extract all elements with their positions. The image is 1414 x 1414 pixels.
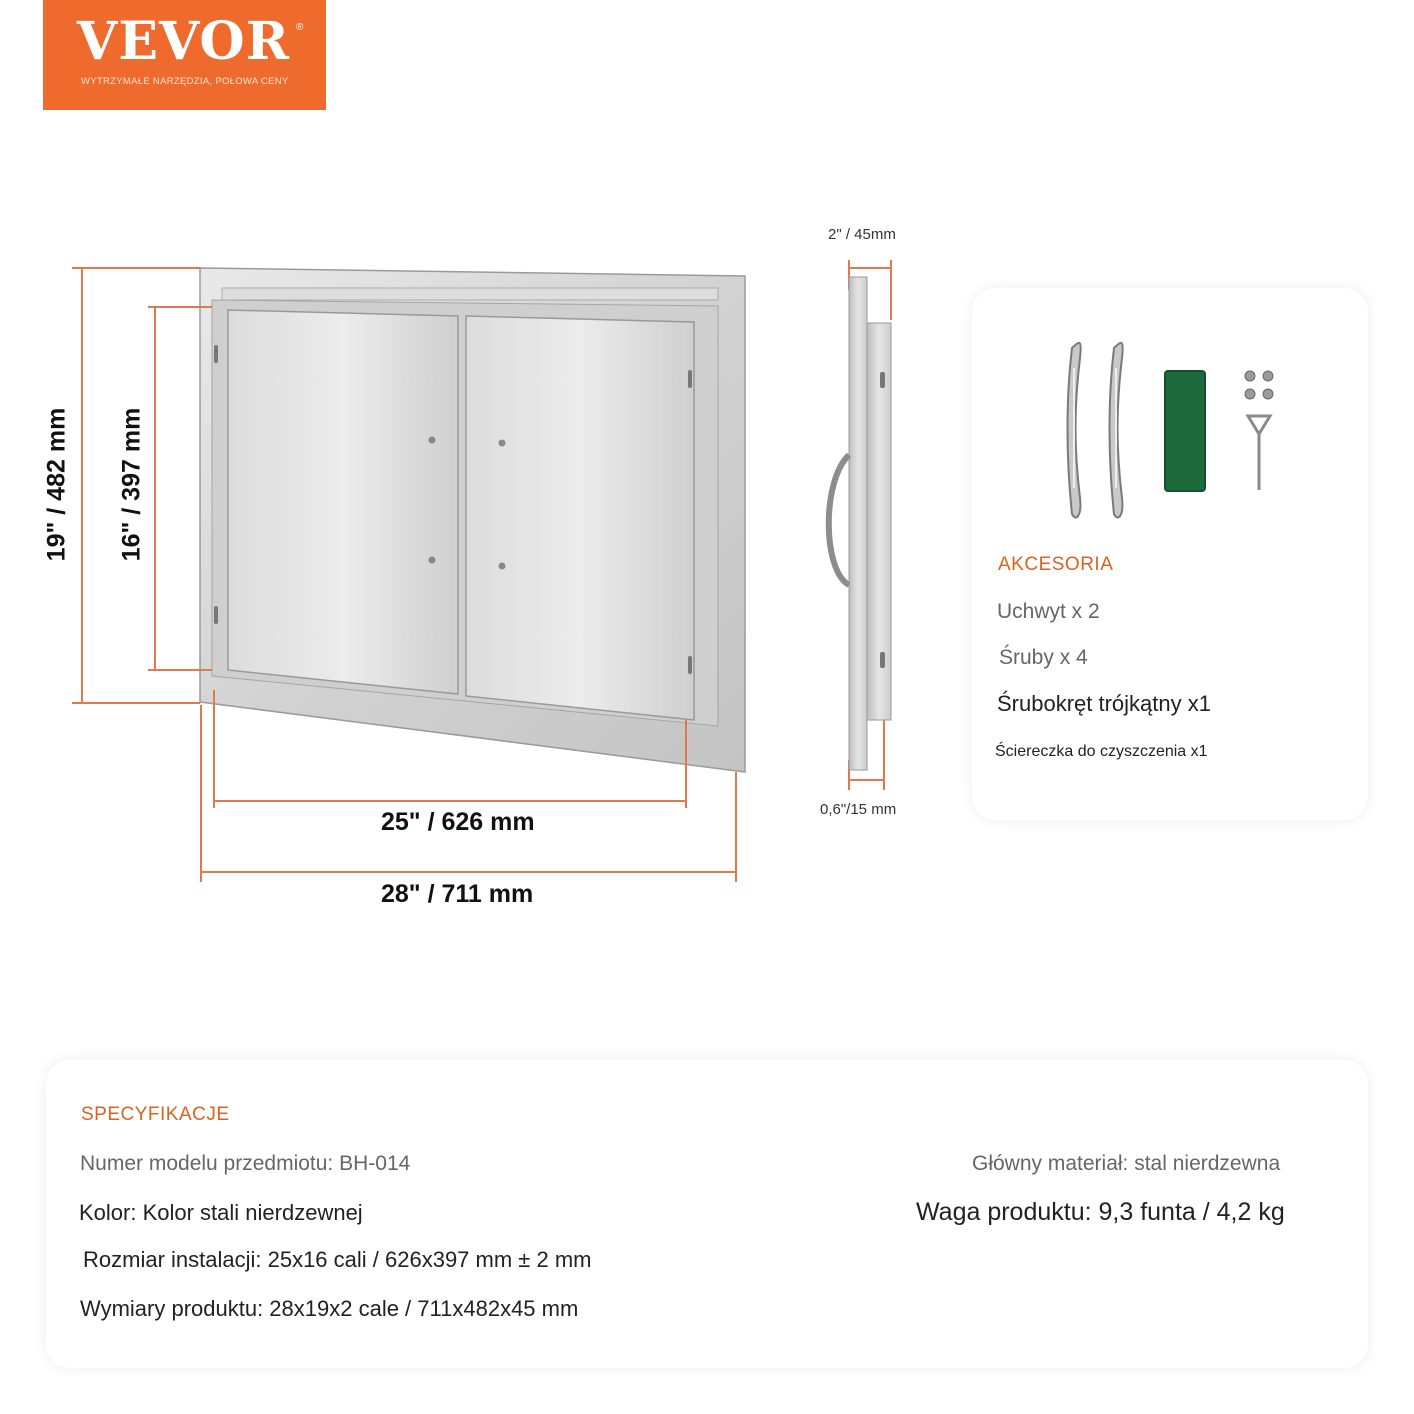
width-inner-label: 25" / 626 mm: [381, 808, 535, 836]
triangle-key-icon: [1248, 416, 1270, 490]
spec-material: Główny materiał: stal nierdzewna: [972, 1152, 1281, 1175]
accessories-illustration: [972, 288, 1368, 528]
logo-tagline: WYTRZYMAŁE NARZĘDZIA, POŁOWA CENY: [81, 76, 289, 87]
handle-icon: [1110, 343, 1123, 518]
depth-label: 2" / 45mm: [828, 226, 896, 243]
cleaning-sponge-icon: [1165, 371, 1205, 491]
logo-registered-mark: ®: [296, 22, 304, 33]
right-door-panel: [466, 316, 694, 720]
spec-color: Kolor: Kolor stali nierdzewnej: [79, 1200, 363, 1225]
hinge-screw-icon: [429, 437, 436, 444]
width-outer-label: 28" / 711 mm: [381, 880, 534, 908]
spec-product-dimensions: Wymiary produktu: 28x19x2 cale / 711x482x45 mm: [80, 1296, 579, 1321]
specifications-title: SPECYFIKACJE: [81, 1104, 230, 1125]
handle-side-icon: [829, 455, 849, 585]
spec-install-size: Rozmiar instalacji: 25x16 cali / 626x397 mm ± 2 mm: [83, 1247, 592, 1272]
logo-brand: VEVOR: [77, 11, 290, 72]
handle-icon: [1068, 343, 1081, 518]
accessories-title: AKCESORIA: [998, 554, 1114, 575]
accessory-item: Uchwyt x 2: [997, 600, 1100, 623]
height-outer-label: 19" / 482 mm: [42, 407, 71, 562]
flange-label: 0,6"/15 mm: [820, 801, 897, 818]
hinge-screw-icon: [499, 440, 506, 447]
screws-icon: [1245, 371, 1273, 399]
accessories-card: [972, 288, 1368, 820]
height-inner-label: 16" / 397 mm: [117, 407, 146, 562]
accessory-item: Śruby x 4: [999, 646, 1088, 669]
spec-model: Numer modelu przedmiotu: BH-014: [80, 1152, 411, 1175]
spec-weight: Waga produktu: 9,3 funta / 4,2 kg: [916, 1198, 1285, 1226]
side-profile-view: [829, 277, 891, 770]
hinge-screw-icon: [429, 557, 436, 564]
accessory-item: Ściereczka do czyszczenia x1: [995, 743, 1208, 760]
hinge-screw-icon: [499, 563, 506, 570]
left-door-panel: [228, 310, 458, 694]
accessory-item: Śrubokręt trójkątny x1: [997, 691, 1211, 716]
specifications-card: [46, 1060, 1368, 1368]
